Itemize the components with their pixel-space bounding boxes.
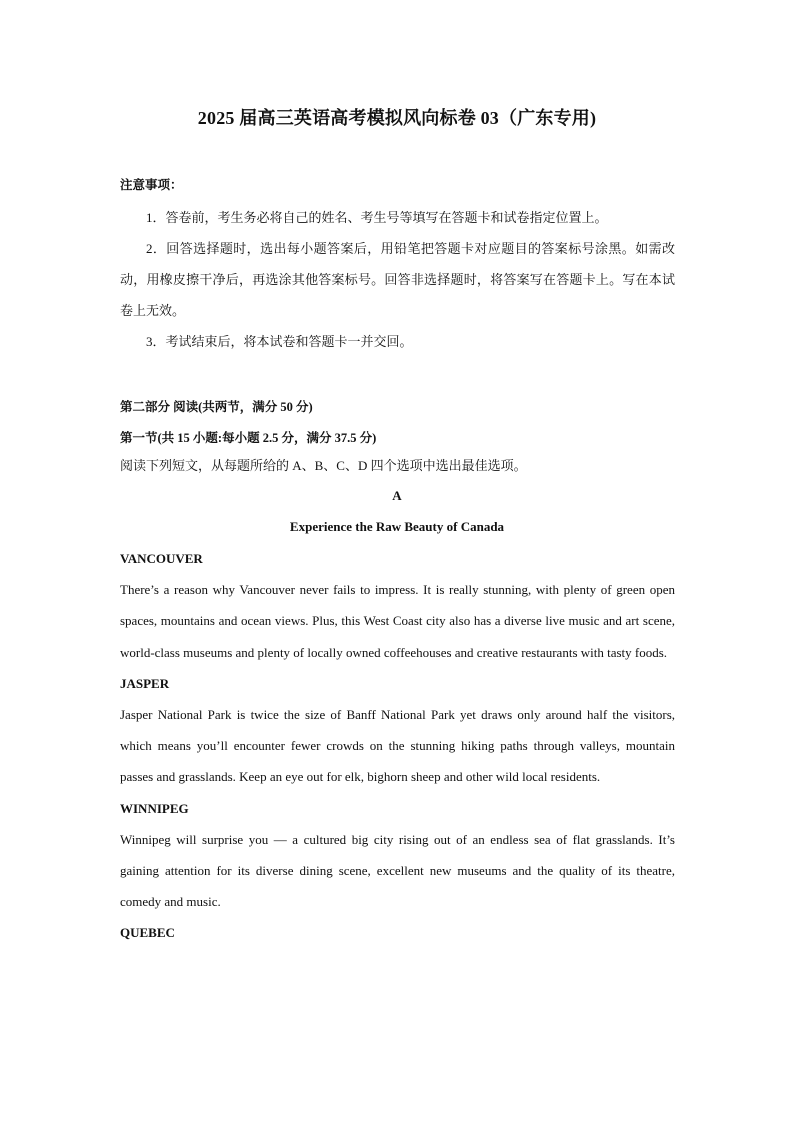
notice-list [120, 202, 675, 357]
section-heading: 第一节(共 15 小题:每小题 2.5 分，满分 37.5 分) [120, 431, 377, 445]
part-heading: 第二部分 阅读(共两节，满分 50 分) [120, 400, 313, 414]
section-heading-jasper: JASPER [120, 675, 170, 691]
section-text-vancouver: There’s a reason why Vancouver never fails to impress. It is really stunning, with plenty of green open spaces, mountains and ocean views. Plus, this West Coast city also has a diverse live music and art scene, world-class museums and plenty of locally owned coffeehouses and creative restaurants with tasty foods. [120, 582, 675, 660]
passage-body [120, 543, 675, 949]
notice-item: 3．考试结束后，将本试卷和答题卡一并交回。 [146, 334, 413, 349]
notice-heading: 注意事项： [120, 178, 183, 192]
section-text-winnipeg: Winnipeg will surprise you — a cultured big city rising out of an endless sea of flat grasslands. It’s gaining attention for its diverse dining scene, excellent new museums and the quality of its theatre, comedy and music. [120, 831, 675, 910]
section-heading-quebec: QUEBEC [120, 925, 175, 941]
part-headings [120, 392, 675, 454]
notice-item: 2．回答选择题时，选出每小题答案后，用铅笔把答题卡对应题目的答案标号涂黑。如需改动，用橡皮擦干净后，再选涂其他答案标号。回答非选择题时，将答案写在答题卡上。写在本试卷上无效。 [120, 241, 675, 318]
section-heading-winnipeg: WINNIPEG [120, 800, 189, 816]
notice-item: 1．答卷前，考生务必将自己的姓名、考生号等填写在答题卡和试卷指定位置上。 [146, 210, 608, 225]
passage-title: Experience the Raw Beauty of Canada [289, 519, 505, 534]
passage-letter: A [392, 488, 402, 503]
exam-title: 2025 届高三英语高考模拟风向标卷 03（广东专用) [197, 108, 597, 128]
reading-instructions: 阅读下列短文，从每题所给的 A、B、C、D 四个选项中选出最佳选项。 [120, 458, 527, 473]
section-text-jasper: Jasper National Park is twice the size of Banff National Park yet draws only around half the visitors, which means you’ll encounter fewer crowds on the stunning hiking paths through valleys, mountain passes and grasslands. Keep an eye out for elk, bighorn sheep and other wild local residents. [120, 707, 675, 785]
section-heading-vancouver: VANCOUVER [120, 551, 203, 566]
